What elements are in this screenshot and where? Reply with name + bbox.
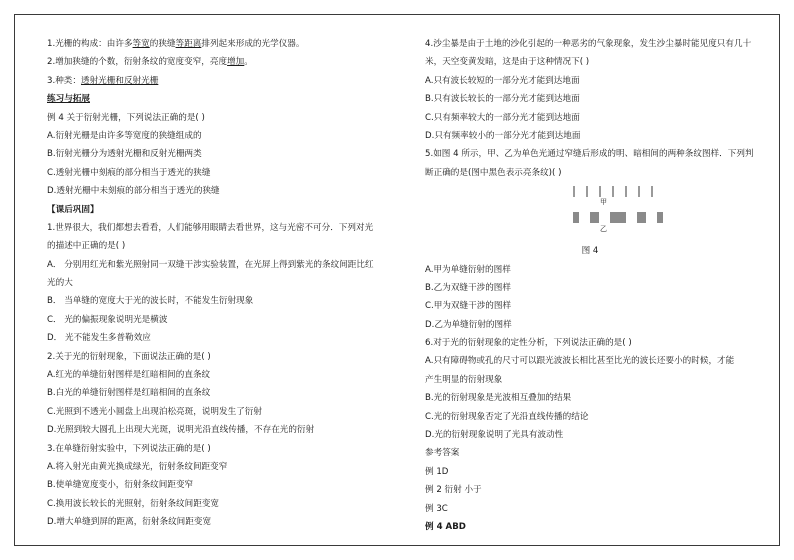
section-heading: 【课后巩固】 (47, 204, 99, 215)
homework-questions (47, 219, 399, 532)
section-heading: 练习与拓展 (47, 94, 90, 105)
option-line: C.光照到不透光小圆盘上出现泊松亮斑，说明发生了衍射 (47, 406, 262, 417)
questions-4-5 (425, 35, 785, 182)
option-line: A.只有波长较短的一部分光才能到达地面 (425, 75, 580, 86)
question-line: 3.在单缝衍射实验中，下列说法正确的是( ) (47, 443, 211, 454)
fringe-pattern-b (573, 212, 663, 223)
question-line: 2.关于光的衍射现象，下面说法正确的是( ) (47, 351, 211, 362)
option-line: A.甲为单缝衍射的图样 (425, 264, 511, 275)
text-line: 2.增加狭缝的个数，衍射条纹的宽度变窄，亮度增加。 (47, 57, 253, 68)
option-line: D.增大单缝到屏的距离，衍射条纹间距变宽 (47, 517, 212, 528)
option-line: B.光的衍射现象是光波相互叠加的结果 (425, 393, 572, 404)
answers-list (425, 463, 785, 537)
option-line: D.光的衍射现象说明了光具有波动性 (425, 430, 564, 441)
figure-caption: 图 4 (581, 246, 599, 257)
question-example-4 (47, 109, 399, 201)
option-line: 光的大 (47, 278, 73, 289)
option-line: A.衍射光栅是由许多等宽度的狭缝组成的 (47, 130, 202, 141)
option-line: B.乙为双缝干涉的图样 (425, 282, 511, 293)
option-line: D.光照到较大圆孔上出现大光斑，说明光沿直线传播，不存在光的衍射 (47, 425, 315, 436)
question-line: 5.如图 4 所示，甲、乙为单色光通过窄缝后形成的明、暗相间的两种条纹图样．下列判 (425, 149, 754, 160)
question-line: 4.沙尘暴是由于土地的沙化引起的一种恶劣的气象现象，发生沙尘暴时能见度只有几十 (425, 39, 752, 49)
fringe-pattern-figure (425, 184, 785, 240)
option-line: D.只有频率较小的一部分光才能到达地面 (425, 130, 581, 141)
option-line: B.衍射光栅分为透射光栅和反射光栅两类 (47, 149, 202, 160)
option-line: C． 光的偏振现象说明光是横波 (47, 314, 168, 325)
option-line: C.光的衍射现象否定了光沿直线传播的结论 (425, 411, 589, 422)
answers-title: 参考答案 (425, 448, 460, 459)
right-column (425, 35, 785, 536)
option-line: D.透射光栅中未刻痕的部分相当于透光的狭缝 (47, 186, 220, 197)
option-line: C.只有频率较大的一部分光才能到达地面 (425, 112, 580, 123)
answer-line: 例 1D (425, 466, 449, 477)
document-page (14, 14, 780, 546)
option-line: B.白光的单缝衍射图样是红暗相间的直条纹 (47, 388, 211, 399)
left-column (47, 35, 399, 532)
option-line: D． 光不能发生多普勒效应 (47, 333, 151, 344)
text-line: 3.种类：透射光栅和反射光栅 (47, 75, 159, 86)
option-line: B.使单缝宽度变小，衍射条纹间距变窄 (47, 480, 194, 491)
answer-line: 例 3C (425, 503, 448, 514)
question-line: 6.对于光的衍射现象的定性分析，下列说法正确的是( ) (425, 338, 632, 349)
answer-line: 例 2 衍射 小于 (425, 485, 482, 496)
option-line: A． 分别用红光和紫光照射同一双缝干涉实验装置，在光屏上得到紫光的条纹间距比红 (47, 259, 374, 270)
option-line: B.只有波长较长的一部分光才能到达地面 (425, 94, 580, 105)
question-line: 1.世界很大，我们都想去看看，人们能够用眼睛去看世界，这与光密不可分．下列对光 (47, 222, 374, 233)
figure-label-b: 乙 (600, 225, 607, 234)
question-line: 的描述中正确的是( ) (47, 241, 126, 252)
option-line: B． 当单缝的宽度大于光的波长时，不能发生衍射现象 (47, 296, 254, 307)
question-6 (425, 334, 785, 444)
question-line: 断正确的是(图中黑色表示亮条纹)( ) (425, 167, 562, 178)
option-line: C.透射光栅中刻痕的部分相当于透光的狭缝 (47, 167, 211, 178)
option-line: A.只有障碍物或孔的尺寸可以跟光波波长相比甚至比光的波长还要小的时候，才能 (425, 356, 735, 367)
option-line: A.红光的单缝衍射图样是红暗相间的直条纹 (47, 370, 211, 381)
figure-label-a: 甲 (600, 198, 607, 207)
text-line: 1.光栅的构成：由许多等宽的狭缝等距离排列起来形成的光学仪器。 (47, 39, 305, 49)
option-line: A.将入射光由黄光换成绿光，衍射条纹间距变窄 (47, 461, 228, 472)
option-line: D.乙为单缝衍射的图样 (425, 319, 512, 330)
question-5-options (425, 261, 785, 335)
fringe-pattern-a (573, 186, 653, 197)
question-line: 例 4 关于衍射光栅，下列说法正确的是( ) (47, 112, 205, 123)
option-line: C.甲为双缝干涉的图样 (425, 301, 512, 312)
answer-line: 例 4 ABD (425, 521, 466, 532)
option-line: C.换用波长较长的光照射，衍射条纹间距变宽 (47, 498, 220, 509)
question-line: 米，天空变黄发暗，这是由于这种情况下( ) (425, 57, 590, 68)
option-line: 产生明显的衍射现象 (425, 374, 503, 385)
